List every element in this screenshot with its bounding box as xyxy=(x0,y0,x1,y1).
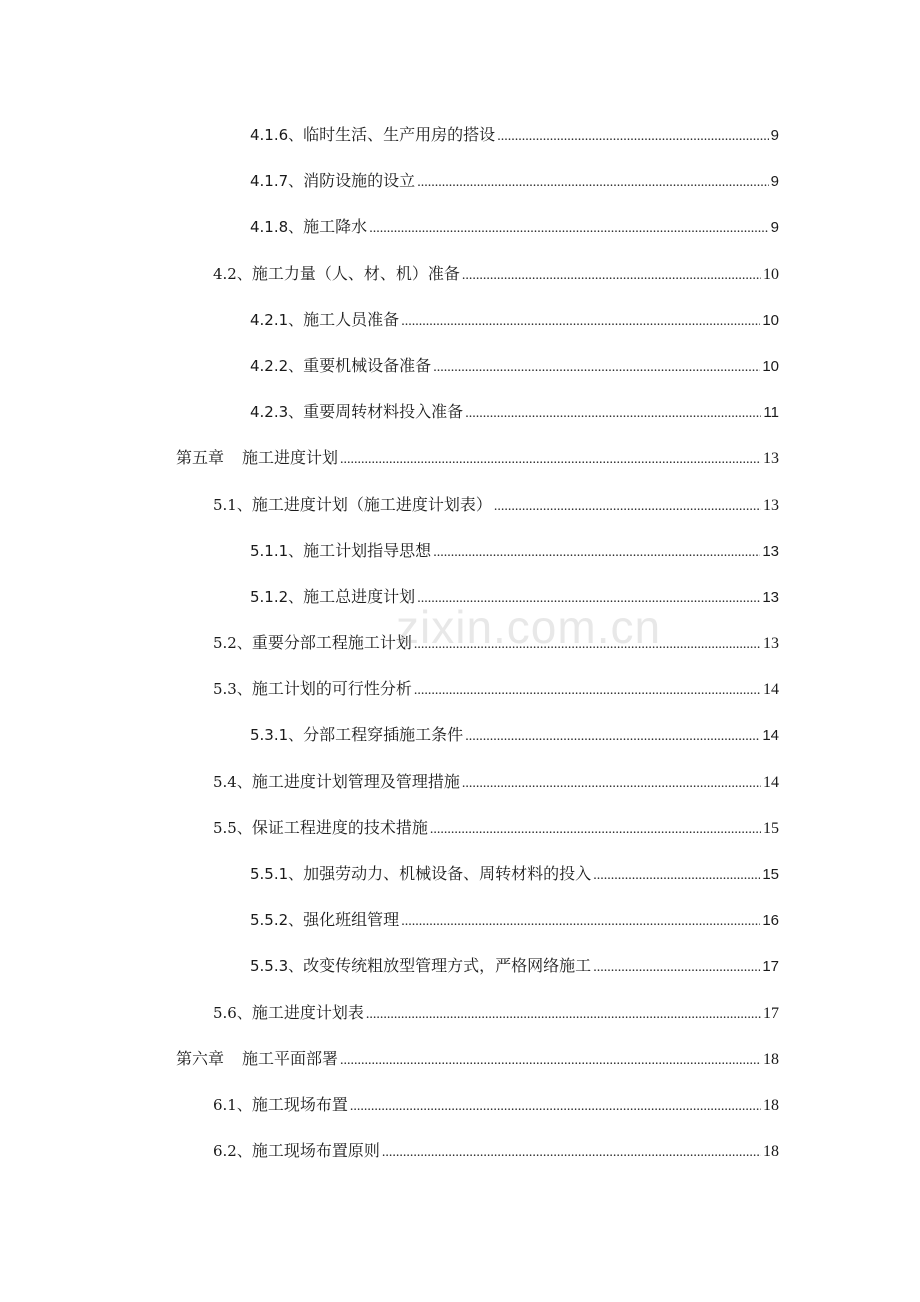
toc-entry-number: 5.5、 xyxy=(213,818,252,837)
toc-entry-number: 4.2.1、 xyxy=(250,310,304,329)
toc-entry-number: 4.2.2、 xyxy=(250,356,304,375)
toc-entry-title: 施工平面部署 xyxy=(242,1048,339,1068)
toc-row[interactable] xyxy=(0,1082,920,1128)
toc-entry[interactable] xyxy=(250,851,779,899)
toc-page-number: 18 xyxy=(763,1096,779,1114)
toc-row[interactable] xyxy=(0,482,920,528)
toc-entry[interactable] xyxy=(250,389,779,437)
toc-dot-leader xyxy=(417,160,768,206)
toc-entry-title: 施工进度计划表 xyxy=(251,1002,364,1022)
toc-entry[interactable] xyxy=(213,1082,779,1130)
toc-row[interactable] xyxy=(0,620,920,666)
toc-page-number: 14 xyxy=(762,727,779,745)
toc-entry-number: 5.5.3、 xyxy=(250,957,304,976)
toc-entry[interactable] xyxy=(176,435,779,483)
toc-entry-number: 5.4、 xyxy=(213,772,252,791)
toc-entry[interactable] xyxy=(213,251,779,299)
toc-row[interactable] xyxy=(0,435,920,481)
toc-dot-leader xyxy=(465,714,760,760)
toc-entry-number: 6.1、 xyxy=(213,1095,252,1114)
toc-entry-number: 5.1.2、 xyxy=(250,587,304,606)
toc-entry-number: 5.1、 xyxy=(213,495,252,514)
toc-entry-title: 保证工程进度的技术措施 xyxy=(251,817,428,837)
toc-row[interactable] xyxy=(0,204,920,250)
toc-entry[interactable] xyxy=(250,158,779,206)
toc-entry-number: 第六章 xyxy=(176,1048,225,1068)
toc-page-number: 10 xyxy=(762,311,779,329)
toc-dot-leader xyxy=(369,206,768,252)
toc-entry-title: 重要周转材料投入准备 xyxy=(303,402,464,422)
toc-page-number: 9 xyxy=(770,127,779,144)
toc-entry-number: 5.3、 xyxy=(213,680,252,699)
toc-dot-leader xyxy=(593,853,760,899)
toc-page-number: 10 xyxy=(762,357,779,375)
table-of-contents xyxy=(0,112,920,1174)
toc-row[interactable] xyxy=(0,158,920,204)
toc-entry[interactable] xyxy=(250,943,779,991)
toc-entry-number: 4.1.7、 xyxy=(250,172,304,191)
toc-page-number: 14 xyxy=(763,773,779,791)
toc-dot-leader xyxy=(462,253,761,299)
toc-entry-title: 消防设施的设立 xyxy=(303,171,416,191)
toc-entry[interactable] xyxy=(213,759,779,807)
toc-entry-number: 5.5.1、 xyxy=(250,865,304,883)
toc-entry[interactable] xyxy=(250,204,779,252)
toc-page-number: 13 xyxy=(763,635,779,653)
toc-row[interactable] xyxy=(0,574,920,620)
toc-page-number: 15 xyxy=(762,866,779,883)
toc-row[interactable] xyxy=(0,990,920,1036)
toc-row[interactable] xyxy=(0,805,920,851)
toc-entry-number: 5.1.1、 xyxy=(250,541,304,560)
toc-dot-leader xyxy=(414,622,761,668)
toc-entry-title: 施工降水 xyxy=(303,217,368,237)
toc-row[interactable] xyxy=(0,666,920,712)
toc-dot-leader xyxy=(340,437,761,483)
toc-dot-leader xyxy=(494,484,761,530)
toc-row[interactable] xyxy=(0,389,920,435)
toc-dot-leader xyxy=(593,945,760,991)
toc-dot-leader xyxy=(433,345,760,391)
toc-row[interactable] xyxy=(0,712,920,758)
toc-entry[interactable] xyxy=(213,990,779,1038)
toc-entry-number: 第五章 xyxy=(176,448,225,468)
toc-entry-title: 加强劳动力、机械设备、周转材料的投入 xyxy=(303,864,592,883)
toc-row[interactable] xyxy=(0,251,920,297)
toc-entry-number: 5.6、 xyxy=(213,1003,252,1022)
toc-dot-leader xyxy=(414,668,761,714)
toc-row[interactable] xyxy=(0,528,920,574)
toc-entry[interactable] xyxy=(250,528,779,576)
toc-entry-title: 施工进度计划管理及管理措施 xyxy=(251,771,460,791)
toc-entry-number: 4.2.3、 xyxy=(250,403,304,422)
toc-entry[interactable] xyxy=(250,112,779,160)
toc-dot-leader xyxy=(430,807,761,853)
toc-dot-leader xyxy=(462,761,761,807)
toc-entry-number: 5.3.1、 xyxy=(250,726,304,745)
toc-page-number: 18 xyxy=(763,1050,779,1068)
toc-entry-number: 5.5.2、 xyxy=(250,911,304,930)
toc-dot-leader xyxy=(401,299,760,345)
toc-page-number: 18 xyxy=(763,1143,779,1161)
toc-page-number: 17 xyxy=(762,958,779,976)
toc-entry[interactable] xyxy=(213,620,779,668)
toc-page-number: 14 xyxy=(763,681,779,699)
toc-entry-title: 施工计划指导思想 xyxy=(303,540,432,560)
toc-entry[interactable] xyxy=(250,574,779,622)
toc-row[interactable] xyxy=(0,1036,920,1082)
toc-page-number: 9 xyxy=(770,219,779,237)
toc-page-number: 15 xyxy=(763,819,779,837)
toc-page-number: 13 xyxy=(762,588,779,606)
toc-dot-leader xyxy=(417,576,760,622)
toc-entry[interactable] xyxy=(176,1036,779,1084)
toc-entry-title: 重要分部工程施工计划 xyxy=(251,633,412,653)
toc-entry-title: 强化班组管理 xyxy=(303,910,400,930)
toc-entry-title: 施工现场布置 xyxy=(251,1094,348,1114)
toc-row[interactable] xyxy=(0,1128,920,1174)
toc-entry-title: 施工进度计划 xyxy=(242,448,339,468)
toc-entry-number: 6.2、 xyxy=(213,1142,252,1161)
watermark: zixin.com.cn xyxy=(396,601,662,653)
toc-entry-title: 施工计划的可行性分析 xyxy=(251,679,412,699)
toc-page-number: 16 xyxy=(762,912,779,930)
toc-entry-number: 4.2、 xyxy=(213,264,252,283)
toc-row[interactable] xyxy=(0,297,920,343)
toc-entry-number: 4.1.8、 xyxy=(250,218,304,237)
toc-row[interactable] xyxy=(0,759,920,805)
toc-entry-title: 施工人员准备 xyxy=(303,309,400,329)
toc-page-number: 13 xyxy=(763,450,779,468)
toc-entry-number: 4.1.6、 xyxy=(250,126,304,144)
toc-dot-leader xyxy=(465,391,761,437)
toc-row[interactable] xyxy=(0,343,920,389)
toc-entry[interactable] xyxy=(213,1128,779,1176)
toc-page-number: 13 xyxy=(763,496,779,514)
toc-dot-leader xyxy=(401,899,760,945)
toc-entry-title: 施工现场布置原则 xyxy=(251,1141,380,1161)
toc-dot-leader xyxy=(382,1130,761,1176)
toc-entry[interactable] xyxy=(250,297,779,345)
toc-page-number: 9 xyxy=(770,173,779,191)
toc-entry-title: 改变传统粗放型管理方式，严格网络施工 xyxy=(303,956,592,976)
toc-dot-leader xyxy=(340,1038,761,1084)
toc-page-number: 17 xyxy=(763,1004,779,1022)
toc-dot-leader xyxy=(350,1084,761,1130)
toc-entry[interactable] xyxy=(213,666,779,714)
toc-entry[interactable] xyxy=(250,343,779,391)
toc-entry-title: 临时生活、生产用房的搭设 xyxy=(303,125,496,144)
toc-page-number: 10 xyxy=(763,265,779,283)
toc-entry-title: 重要机械设备准备 xyxy=(303,355,432,375)
toc-page-number: 13 xyxy=(762,542,779,560)
toc-entry[interactable] xyxy=(250,897,779,945)
toc-entry-number: 5.2、 xyxy=(213,634,252,653)
toc-row[interactable] xyxy=(0,897,920,943)
toc-entry-title: 施工进度计划（施工进度计划表） xyxy=(251,494,492,514)
toc-row[interactable] xyxy=(0,943,920,989)
toc-entry-title: 施工力量（人、材、机）准备 xyxy=(251,263,460,283)
toc-dot-leader xyxy=(433,530,760,576)
toc-entry-title: 施工总进度计划 xyxy=(303,586,416,606)
toc-entry[interactable] xyxy=(250,712,779,760)
toc-page-number: 11 xyxy=(763,404,779,422)
toc-entry-title: 分部工程穿插施工条件 xyxy=(303,725,464,745)
toc-dot-leader xyxy=(497,114,768,160)
toc-entry[interactable] xyxy=(213,805,779,853)
toc-dot-leader xyxy=(366,992,761,1038)
toc-row[interactable] xyxy=(0,112,920,158)
toc-entry[interactable] xyxy=(213,482,779,530)
toc-row[interactable] xyxy=(0,851,920,897)
